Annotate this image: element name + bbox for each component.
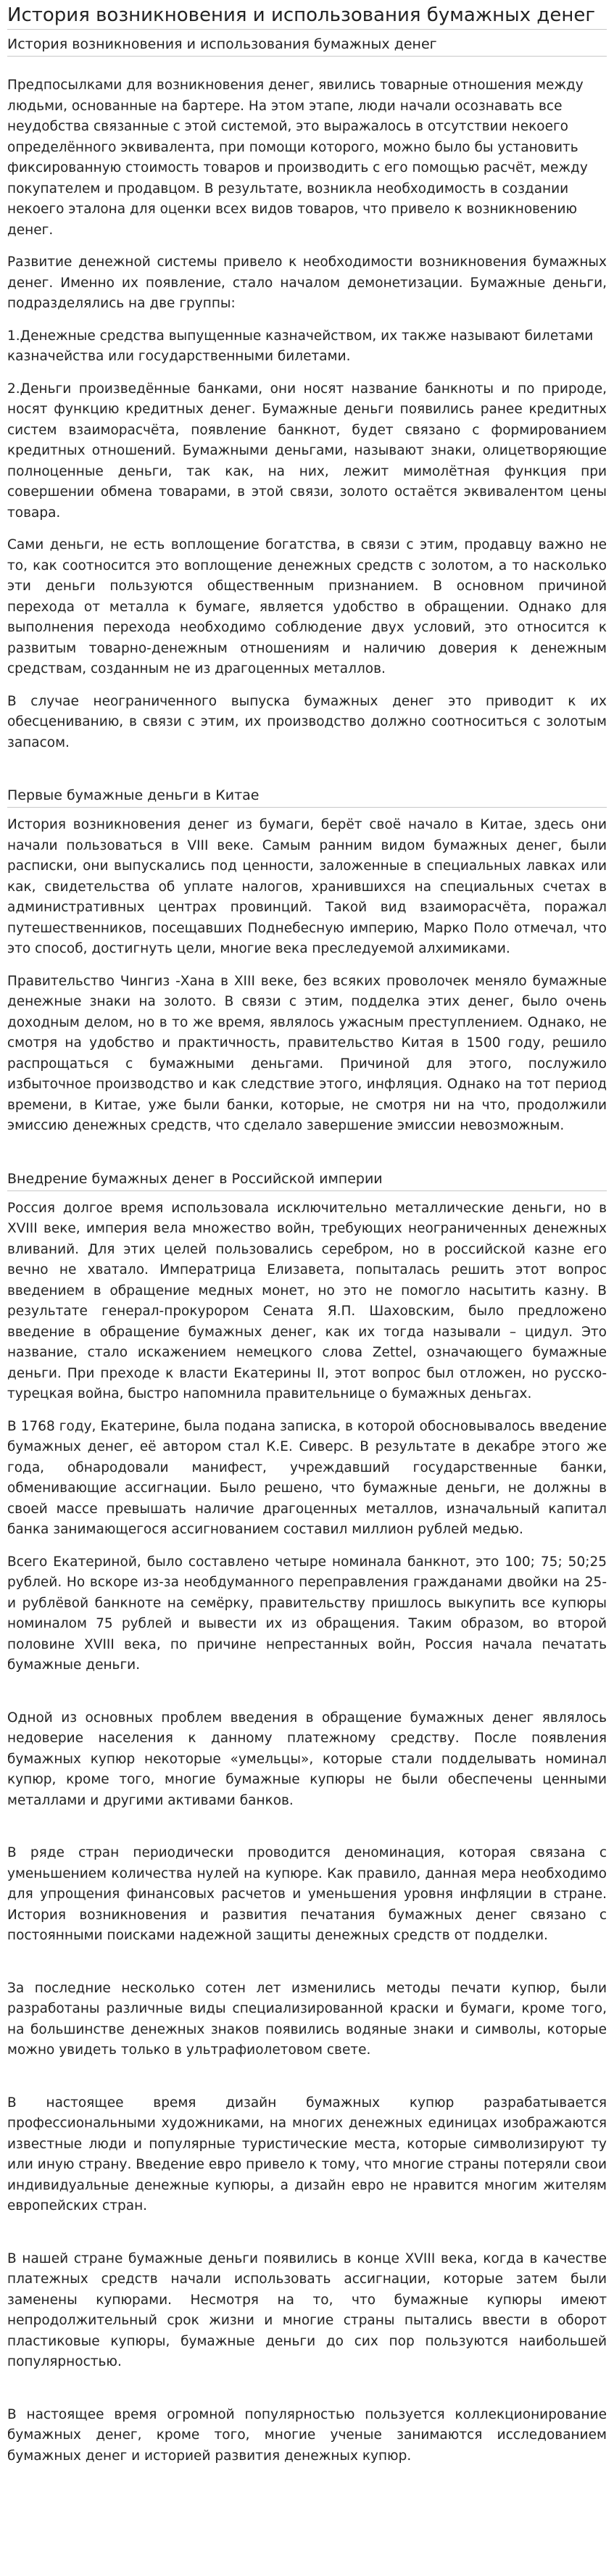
intro-paragraph: Предпосылками для возникновения денег, явились товарные отношения между людьми, основанные на бартере. На этом этапе, люди начали осознавать все неудобства связанные с этой системой, это выражалось в отсутствии некоего определённого эквивалента, при помощи которого, можно было бы установить фиксированную стоимость товаров и производить с его помощью расчёт, между покупателем и продавцом. В результате, возникла необходимость в создании некоего эталона для оценки всех видов товаров, что привело к возникновению денег. (7, 78, 588, 238)
section-heading-russia: Внедрение бумажных денег в Российской империи (7, 1169, 607, 1191)
russia-paragraph: Всего Екатериной, было составлено четыре номинала банкнот, это 100; 75; 50;25 рублей. Но вскоре из-за необдуманного переправления гражданами двойки на 25-и рублёвой банкноте на семёрку, правительству пришлось выкупить все купюры номиналом 75 рублей и вывести их из обращения. Таким образом, во второй половине XVIII века, по причине непрестанных войн, Россия начала печатать бумажные деньги. (7, 1554, 607, 1673)
russia-paragraph: В 1768 году, Екатерине, была подана записка, в которой обосновывалось введение бумажных денег, её автором стал К.Е. Сиверс. В результате в декабре этого же года, обнародовали манифест, учреждавший государственные банки, обменивающие ассигнации. Было решено, что бумажные деньги, не должны в своей массе превышать наличие драгоценных металлов, изначальный капитал банка занимающегося ассигнованием составил миллион рублей медью. (7, 1418, 607, 1537)
russia-paragraph: В настоящее время огромной популярностью пользуется коллекционирование бумажных денег, кроме того, многие ученые занимаются исследованием бумажных денег и историей развития денежных купюр. (7, 2406, 607, 2464)
intro-paragraph: В случае неограниченного выпуска бумажных денег это приводит к их обесцениванию, в связи с этим, их производство должно соотноситься с золотым запасом. (7, 693, 607, 750)
page-title: История возникновения и использования бумажных денег (7, 3, 607, 30)
article-subtitle: История возникновения и использования бумажных денег (7, 34, 607, 57)
russia-paragraph: Одной из основных проблем введения в обращение бумажных денег являлось недоверие населения к данному платежному средству. После появления бумажных купюр некоторые «умельцы», которые стали подделывать номинал купюр, кроме того, многие бумажные купюры не были обеспечены ценными металлами и другими активами банков. (7, 1710, 607, 1808)
russia-paragraph: За последние несколько сотен лет изменились методы печати купюр, были разработаны различные виды специализированной краски и бумаги, кроме того, на большинстве денежных знаков появились водяные знаки и символы, которые можно увидеть только в ультрафиолетовом свете. (7, 1980, 607, 2058)
russia-paragraph: Россия долгое время использовала исключительно металлические деньги, но в XVIII веке, империя вела множество войн, требующих неограниченных денежных вливаний. Для этих целей пользовались серебром, но в российской казне его вечно не хватало. Императрица Елизавета, попыталась решить этот вопрос введением в обращение медных монет, но это не помогло насытить казну. В результате генерал-прокурором Сената Я.П. Шаховским, было предложено введение в обращение бумажных денег, как их тогда называли – цидул. Это название, стало искажением немецкого слова Zettel, означающего бумажные деньги. При преходе к власти Екатерины II, этот вопрос был отложен, но русско-турецкая война, быстро напомнила правительнице о бумажных деньгах. (7, 1200, 607, 1401)
russia-paragraph: В нашей стране бумажные деньги появились в конце XVIII века, когда в качестве платежных средств начали использовать ассигнации, которые затем были заменены купюрами. Несмотря на то, что бумажные купюры имеют непродолжительный срок жизни и многие страны пытались ввести в оборот пластиковые купюры, бумажные деньги до сих пор пользуются наибольшей популярностью. (7, 2250, 607, 2369)
intro-paragraph: Развитие денежной системы привело к необходимости возникновения бумажных денег. Именно их появление, стало началом демонетизации. Бумажные деньги, подразделялись на две группы: (7, 254, 607, 311)
russia-paragraph: В настоящее время дизайн бумажных купюр разрабатывается профессиональными художниками, на многих денежных единицах изображаются известные люди и популярные туристические места, которые символизируют ту или иную страну. Введение евро привело к тому, что многие страны потеряли свои индивидуальные денежные купюры, а дизайн евро не нравится многим жителям европейских стран. (7, 2095, 607, 2213)
china-paragraph: Правительство Чингиз -Хана в XIII веке, без всяких проволочек меняло бумажные денежные знаки на золото. В связи с этим, подделка этих денег, было очень доходным делом, но в то же время, являлось ужасным преступлением. Однако, не смотря на удобство и практичность, правительство Китая в 1500 году, решило распрощаться с бумажными деньгами. Причиной для этого, послужило избыточное производство и как следствие этого, инфляция. Однако на тот период времени, в Китае, уже были банки, которые, не смотря ни на что, продолжили эмиссию денежных средств, что сделало завершение эмиссии невозможным. (7, 973, 607, 1133)
intro-paragraph: 1.Денежные средства выпущенные казначейством, их также называют билетами казначейства или государственными билетами. (7, 328, 594, 364)
china-paragraph: История возникновения денег из бумаги, берёт своё начало в Китае, здесь они начали пользоваться в VIII веке. Самым ранним видом бумажных денег, были расписки, они выпускались под ценности, заложенные в специальных лавках или как, свидетельства об уплате налогов, хранившихся на специальных счетах в административных центрах провинций. Такой вид взаиморасчёта, поражал путешественников, посещавших Поднебесную империю, Марко Поло отмечал, что это способ, достигнуть цели, многие века преследуемой алхимиками. (7, 817, 607, 956)
intro-paragraph: Сами деньги, не есть воплощение богатства, в связи с этим, продавцу важно не то, как соотносится это воплощение денежных средств с золотом, а то насколько эти деньги пользуются общественным признанием. В основном причиной перехода от металла к бумаге, является удобство в обращении. Однако для выполнения перехода необходимо соблюдение двух условий, это относится к развитым товарно-денежным отношениям и наличию доверия к денежным средствам, созданным не из драгоценных металлов. (7, 537, 607, 676)
section-heading-china: Первые бумажные деньги в Китае (7, 785, 607, 808)
intro-paragraph: 2.Деньги произведённые банками, они носят название банкноты и по природе, носят функцию кредитных денег. Бумажные деньги появились ранее кредитных систем взаиморасчёта, появление банкнот, будет связано с формированием кредитных отношений. Бумажными деньгами, называют знаки, олицетворяющие полноценные деньги, так как, на них, лежит мимолётная функция при совершении обмена товарами, в этой связи, золото остаётся эквивалентом цены товара. (7, 381, 607, 521)
russia-paragraph: В ряде стран периодически проводится деноминация, которая связана с уменьшением количества нулей на купюре. Как правило, данная мера необходимо для упрощения финансовых расчетов и уменьшения уровня инфляции в стране. История возникновения и развития печатания бумажных денег связано с постоянными поисками надежной защиты денежных средств от подделки. (7, 1845, 607, 1943)
